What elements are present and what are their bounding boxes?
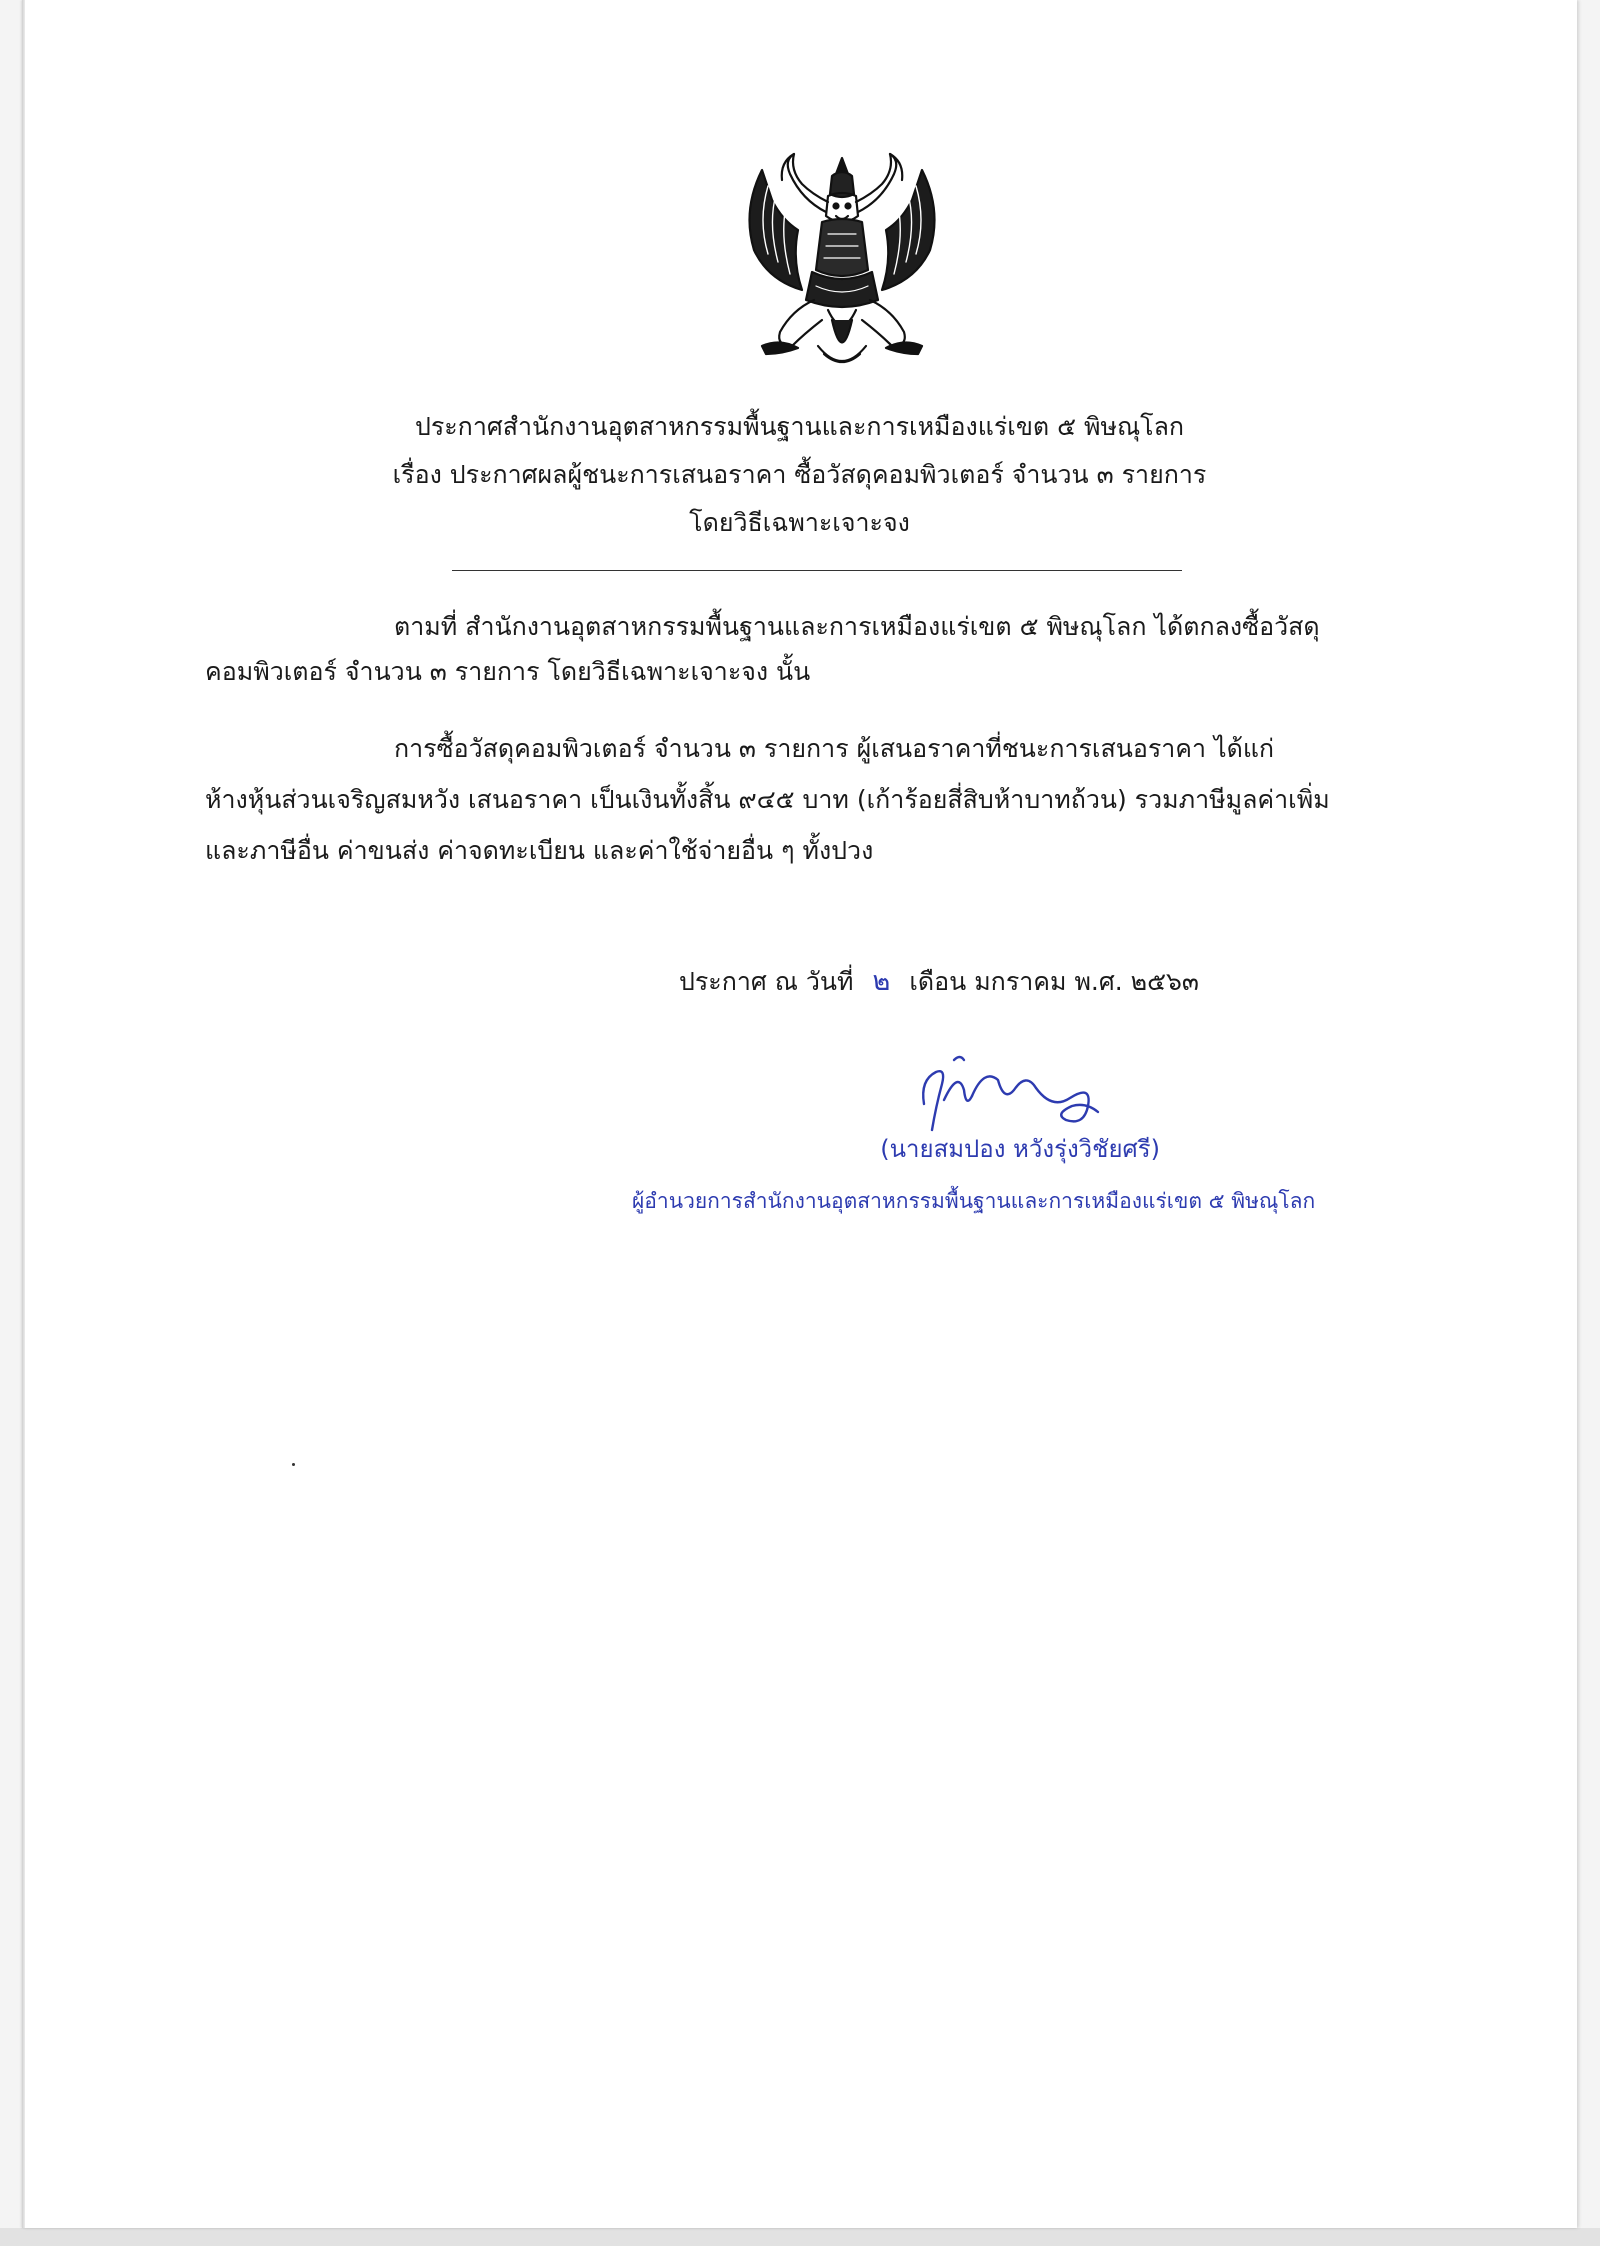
paragraph-2-line-1: การซื้อวัสดุคอมพิวเตอร์ จำนวน ๓ รายการ ผู้เสนอราคาที่ชนะการเสนอราคา ได้แก่ bbox=[394, 734, 1275, 763]
paragraph-2-line-3: และภาษีอื่น ค่าขนส่ง ค่าจดทะเบียน และค่าใช้จ่ายอื่น ๆ ทั้งปวง bbox=[205, 836, 874, 865]
paragraph-1-line-2: คอมพิวเตอร์ จำนวน ๓ รายการ โดยวิธีเฉพาะเจาะจง นั้น bbox=[205, 657, 811, 686]
document-page bbox=[22, 0, 1577, 2228]
announcement-subject: เรื่อง ประกาศผลผู้ชนะการเสนอราคา ซื้อวัสดุคอมพิวเตอร์ จำนวน ๓ รายการ bbox=[392, 460, 1207, 489]
signatory-name-text: (นายสมปอง หวังรุ่งวิชัยศรี) bbox=[880, 1135, 1160, 1163]
announcement-date bbox=[679, 965, 1199, 999]
procurement-method: โดยวิธีเฉพาะเจาะจง bbox=[689, 508, 910, 537]
page-left-edge bbox=[22, 0, 25, 2228]
scanner-bottom-edge bbox=[0, 2228, 1600, 2246]
handwritten-signature bbox=[902, 1050, 1122, 1140]
paragraph-1-line-1: ตามที่ สำนักงานอุตสาหกรรมพื้นฐานและการเหมืองแร่เขต ๕ พิษณุโลก ได้ตกลงซื้อวัสดุ bbox=[394, 612, 1320, 641]
date-month-year: เดือน มกราคม พ.ศ. ๒๕๖๓ bbox=[909, 967, 1199, 996]
date-day-handwritten: ๒ bbox=[872, 966, 891, 997]
garuda-emblem-icon bbox=[732, 150, 952, 380]
title-divider bbox=[452, 570, 1182, 571]
announcement-title: ประกาศสำนักงานอุตสาหกรรมพื้นฐานและการเหมืองแร่เขต ๕ พิษณุโลก bbox=[414, 412, 1185, 441]
paragraph-2-line-2: ห้างหุ้นส่วนเจริญสมหวัง เสนอราคา เป็นเงินทั้งสิ้น ๙๔๕ บาท (เก้าร้อยสี่สิบห้าบาทถ้วน) รวมภาษีมูลค่าเพิ่ม bbox=[205, 785, 1330, 814]
signatory-name bbox=[22, 1133, 1172, 1165]
signatory-position: ผู้อำนวยการสำนักงานอุตสาหกรรมพื้นฐานและการเหมืองแร่เขต ๕ พิษณุโลก bbox=[632, 1189, 1316, 1213]
scan-speck bbox=[292, 1463, 295, 1466]
date-prefix: ประกาศ ณ วันที่ bbox=[679, 967, 854, 996]
